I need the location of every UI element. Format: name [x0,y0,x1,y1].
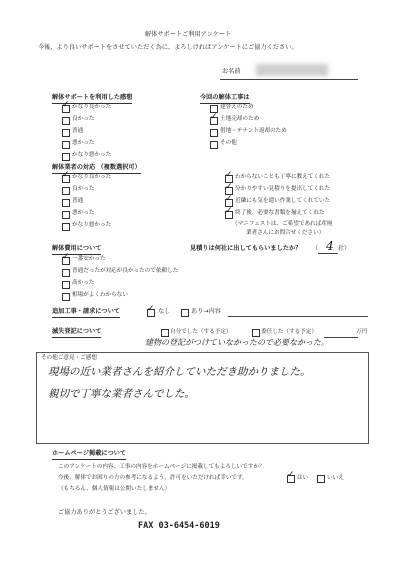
checkbox[interactable] [62,187,70,195]
quotes-open-paren: （ [312,245,319,252]
checkbox[interactable] [62,211,70,219]
homepage-question: このアンケートの内容、工事の内容をホームページに掲載してもよろしいですか？ [58,464,265,470]
extra-yes-label: あり→内容 [191,308,221,315]
checkmark-icon: ✓ [287,470,295,480]
checkmark-icon: ✓ [62,100,70,110]
fax-number: FAX 03-6454-6019 [138,521,220,531]
homepage-note-2: （もちろん、個人情報は公開いたしません） [58,486,171,492]
checkbox[interactable] [225,206,233,219]
checkbox-label: 分かりやすい見積りを提出してくれた [235,186,331,192]
form-title: 解体サポートご利用アンケート [145,31,232,38]
checkbox-label: 高かった [72,280,95,286]
registration-amount-suffix: 万円 [356,329,368,335]
checkbox-label: 借地・テナント返却のため [220,128,287,134]
checkbox[interactable] [62,129,70,137]
cost-heading: 解体費用について [52,245,101,255]
homepage-yes-checkbox[interactable] [287,470,295,483]
checkbox-label: 建替えのため [220,104,254,110]
checkbox[interactable] [62,153,70,161]
checkbox-label: かなり良かった [72,174,112,180]
checkbox-label: わからないことも丁寧に教えてくれた [235,174,331,180]
checkbox-label: 悪かった [72,140,95,146]
checkbox-label: 普通 [72,128,84,134]
checkmark-icon: ✓ [225,182,233,192]
registration-self-checkbox[interactable] [161,329,169,337]
registration-handwritten-note: 建物の登記がつけていなかったので必要なかった。 [145,338,329,347]
checkmark-icon: ✓ [62,252,70,262]
checkmark-icon: ✓ [225,194,233,204]
quotes-underline [318,253,338,254]
checkbox[interactable] [62,117,70,125]
comments-label: その他ご意見・ご感想 [41,355,97,361]
registration-delegate-label: 委任した（する予定） [261,329,317,335]
checkmark-icon: ✓ [225,170,233,180]
quotes-answer[interactable]: 4 [326,239,334,253]
checkbox[interactable] [62,281,70,289]
checkbox-label: 相場がよくわからない [72,292,128,298]
homepage-note-1: 今後、解体でお困りの方の参考になるよう、許可をいただければ幸いです。 [58,475,248,481]
checkbox-label: かなり悪かった [72,152,112,158]
checkbox[interactable] [62,293,70,301]
registration-self-label: 自分でした（する予定） [170,329,232,335]
checkbox-label: 良かった [72,116,95,122]
registration-delegate-checkbox[interactable] [252,329,260,337]
checkbox-label: 一番安かった [72,256,106,262]
extra-none-label: なし [158,308,171,315]
registration-heading: 滅失登記について [52,328,101,338]
checkbox-label: 普通だったが対応が良かったので依頼した [72,268,179,274]
homepage-no-checkbox[interactable] [317,475,325,483]
manifest-note-1: （マニフェストは、ご希望であれば産廃 [232,221,333,227]
checkbox-label: かなり悪かった [72,222,112,228]
checkbox[interactable] [210,112,218,125]
checkmark-icon: ✓ [62,170,70,180]
checkmark-icon: ✓ [225,206,233,216]
quotes-suffix: 社） [338,245,351,252]
name-label: お名前 [222,68,241,75]
checkbox[interactable] [62,170,70,183]
checkbox-label: 近隣にも気を遣い作業してくれていた [235,198,331,204]
checkbox[interactable] [62,223,70,231]
extra-content-underline [228,316,368,317]
homepage-no-label: いいえ [327,475,344,481]
checkmark-icon: ✓ [147,304,155,314]
reason-heading: 今回の解体工事は [200,94,250,104]
contractor-heading: 解体業者の対応 （複数選択可） [52,164,141,174]
checkbox-label: 土地売却のため [220,116,260,122]
redacted-name [256,64,328,76]
extra-none-checkbox[interactable] [147,304,155,317]
checkbox[interactable] [210,129,218,137]
checkbox-label: 良かった [72,186,95,192]
quotes-question: 見積りは何社に出してもらいましたか？ [190,245,302,252]
checkbox-label: 終了後、必要な書類を揃えてくれた [235,210,325,216]
checkbox-label: その他 [220,140,237,146]
checkbox[interactable] [62,141,70,149]
comments-line-1: 現場の近い業者さんを紹介していただき助かりました。 [48,366,311,378]
name-underline [220,79,358,80]
checkbox[interactable] [62,100,70,113]
extra-yes-checkbox[interactable] [181,309,189,317]
thanks-text: ご協力ありがとうございました。 [58,509,151,516]
homepage-yes-label: はい [297,475,309,481]
homepage-heading: ホームページ掲載について [52,450,126,460]
registration-amount-underline [324,337,358,338]
checkbox-label: 普通 [72,198,84,204]
intro-text: 今後、より良いサポートをさせていただく為に、よろしければアンケートにご協力ください。 [38,44,298,51]
checkbox-label: 悪かった [72,210,95,216]
checkbox[interactable] [62,269,70,277]
checkbox[interactable] [210,141,218,149]
comments-line-2: 親切で丁寧な業者さんでした。 [48,388,195,400]
checkbox[interactable] [62,199,70,207]
checkmark-icon: ✓ [210,112,218,122]
extra-works-heading: 追加工事・請求について [52,308,120,318]
manifest-note-2: 業者さんにお問合せください） [246,230,325,236]
support-impression-heading: 解体サポートを利用した感想 [52,94,132,104]
checkbox-label: かなり良かった [72,104,112,110]
checkbox[interactable] [62,252,70,265]
